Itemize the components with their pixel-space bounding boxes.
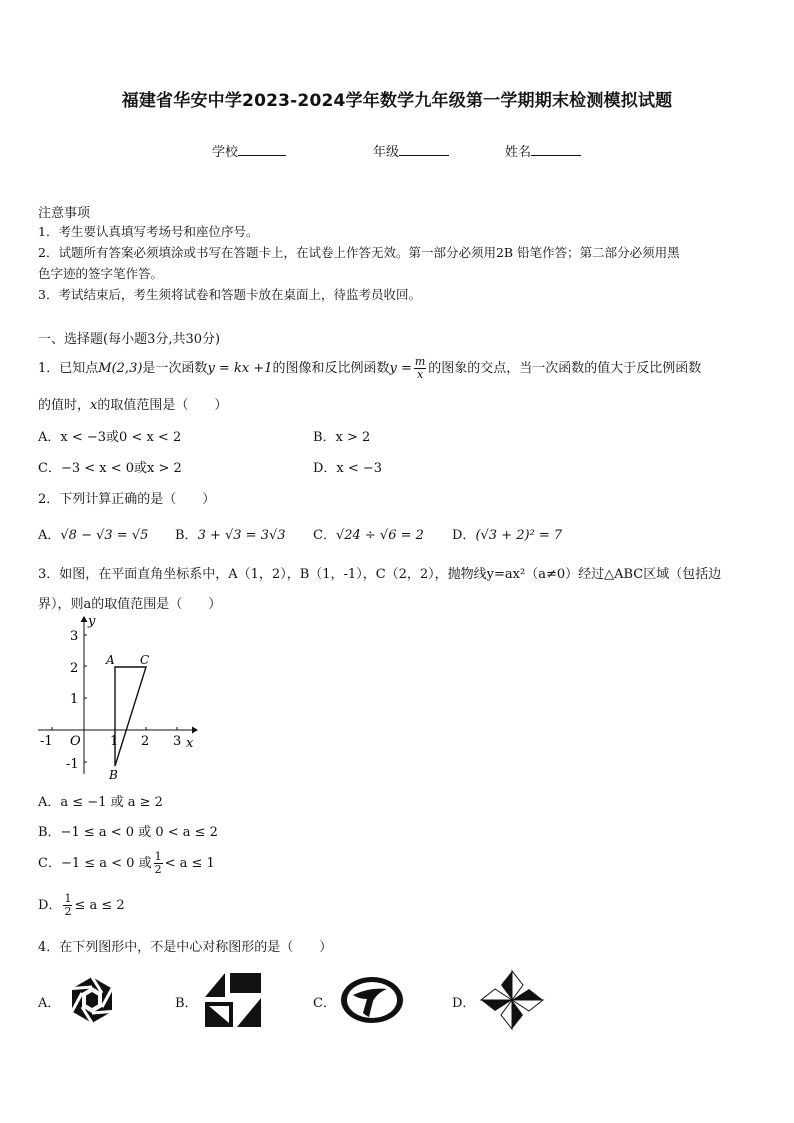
- school-field: [212, 141, 286, 160]
- q1-option-d: D．x < −3: [313, 461, 383, 476]
- q3-d-post: ≤ a ≤ 2: [74, 898, 125, 913]
- q3-d-den: 2: [64, 905, 72, 918]
- q1-mid3: 的图象的交点，当一次函数的值大于反比例函数: [428, 361, 702, 376]
- q3-stem-line1: 3．如图，在平面直角坐标系中，A（1，2），B（1，-1），C（2，2），抛物线y=ax²（a≠0）经过△ABC区域（包括边: [38, 567, 722, 582]
- q2-d-label: D．: [452, 528, 476, 543]
- q2-b-expr: 3 + √3 = 3√3: [197, 528, 286, 543]
- notes-list: [38, 221, 680, 305]
- q3-option-c: [38, 851, 215, 876]
- q3-d-num: 1: [64, 892, 72, 905]
- q1-option-b: B．x > 2: [313, 430, 371, 445]
- q4-option-d-label: D．: [452, 996, 476, 1011]
- note-item: 3．考试结束后，考生须将试卷和答题卡放在桌面上，待监考员收回。: [38, 287, 421, 302]
- q1-point: M(2,3): [98, 361, 143, 376]
- q4-option-b-label: B．: [175, 996, 198, 1011]
- q3-c-post: < a ≤ 1: [164, 856, 215, 871]
- notes-heading: 注意事项: [38, 206, 91, 221]
- point-label-c: C: [140, 653, 150, 667]
- page-title: 福建省华安中学2023-2024学年数学九年级第一学期期末检测模拟试题: [121, 91, 673, 111]
- y-tick-label: -1: [66, 757, 79, 772]
- q2-option-a: [38, 524, 148, 543]
- q2-b-label: B．: [175, 528, 198, 543]
- q2-c-label: C．: [313, 528, 336, 543]
- q3-c-pre: C．−1 ≤ a < 0 或: [38, 856, 152, 871]
- grade-field: [373, 141, 449, 160]
- q1-fn2-y: y =: [389, 361, 412, 376]
- q3-c-fraction: [154, 851, 163, 876]
- q2-option-b: [175, 524, 286, 543]
- q4-figure-b-pinwheel-square-icon: [203, 971, 263, 1029]
- x-tick-label: 2: [141, 734, 150, 749]
- q1-mid2: 的图像和反比例函数: [272, 361, 390, 376]
- q2-option-c: [313, 524, 424, 543]
- y-axis-label: y: [88, 614, 96, 629]
- q4-stem: 4．在下列图形中，不是中心对称图形的是（ ）: [38, 940, 333, 955]
- name-label: 姓名: [505, 145, 532, 160]
- name-field: [505, 141, 581, 160]
- school-label: 学校: [212, 145, 239, 160]
- point-label-b: B: [109, 768, 118, 782]
- x-tick-label: 3: [173, 734, 182, 749]
- q1-stem: [38, 356, 701, 381]
- q1-mid1: 是一次函数: [142, 361, 208, 376]
- q1-frac-num: m: [414, 355, 426, 368]
- q1-line2-post: 的取值范围是（ ）: [97, 398, 228, 413]
- y-tick-label: 2: [70, 661, 79, 676]
- x-tick-label: -1: [40, 734, 53, 749]
- q3-coordinate-graph: [36, 614, 201, 784]
- q1-fn1: y = kx +1: [207, 361, 273, 376]
- y-axis-arrow-icon: [81, 616, 88, 622]
- q2-a-expr: √8 − √3 = √5: [60, 528, 149, 543]
- q4-figure-c-oval-logo-icon: [339, 975, 405, 1025]
- x-axis-arrow-icon: [192, 727, 198, 734]
- note-item: 1．考生要认真填写考场号和座位序号。: [38, 224, 259, 239]
- q3-option-d: [38, 893, 125, 918]
- q4-figure-a-hexagon-spiral-icon: [66, 974, 118, 1026]
- q1-frac-den: x: [416, 368, 424, 381]
- q3-stem-line2: 界），则a的取值范围是（ ）: [38, 597, 222, 612]
- q2-stem: 2．下列计算正确的是（ ）: [38, 492, 216, 507]
- x-tick-label: 1: [110, 734, 119, 749]
- point-label-a: A: [106, 653, 115, 667]
- grade-label: 年级: [373, 145, 400, 160]
- q3-c-den: 2: [154, 863, 162, 876]
- section-heading: 一、选择题(每小题3分,共30分): [38, 332, 221, 347]
- q2-a-label: A．: [38, 528, 61, 543]
- q1-option-c: C．−3 < x < 0或x > 2: [38, 461, 182, 476]
- name-blank: [531, 142, 581, 156]
- q1-option-a: A．x < −3或0 < x < 2: [38, 430, 182, 445]
- y-tick-label: 3: [70, 629, 79, 644]
- q3-option-b: B．−1 ≤ a < 0 或 0 < a ≤ 2: [38, 825, 218, 840]
- triangle-abc: [115, 667, 146, 766]
- origin-label: O: [70, 734, 81, 749]
- q3-c-num: 1: [154, 850, 162, 863]
- x-axis-label: x: [186, 736, 194, 751]
- q1-line2-pre: 的值时，: [38, 398, 91, 413]
- q2-option-d: [452, 524, 562, 543]
- note-item: 2．试题所有答案必须填涂或书写在答题卡上，在试卷上作答无效。第一部分必须用2B 铅笔作答；第二部分必须用黑: [38, 245, 680, 260]
- q1-line2-var: x: [90, 398, 98, 413]
- note-item: 色字迹的签字笔作答。: [38, 266, 164, 281]
- q1-fraction: [414, 356, 426, 381]
- q4-option-c-label: C．: [313, 996, 336, 1011]
- q1-pre: 1．已知点: [38, 361, 99, 376]
- q4-figure-d-four-petal-icon: [479, 969, 545, 1031]
- q2-c-expr: √24 ÷ √6 = 2: [335, 528, 424, 543]
- q2-d-expr: (√3 + 2)² = 7: [475, 528, 563, 543]
- q3-d-pre: D．: [38, 898, 62, 913]
- q3-option-a: A．a ≤ −1 或 a ≥ 2: [38, 795, 163, 810]
- grade-blank: [399, 142, 449, 156]
- school-blank: [238, 142, 286, 156]
- q1-stem-line2: [38, 394, 227, 413]
- q4-option-a-label: A．: [38, 996, 61, 1011]
- q3-d-fraction: [63, 893, 72, 918]
- y-tick-label: 1: [70, 692, 79, 707]
